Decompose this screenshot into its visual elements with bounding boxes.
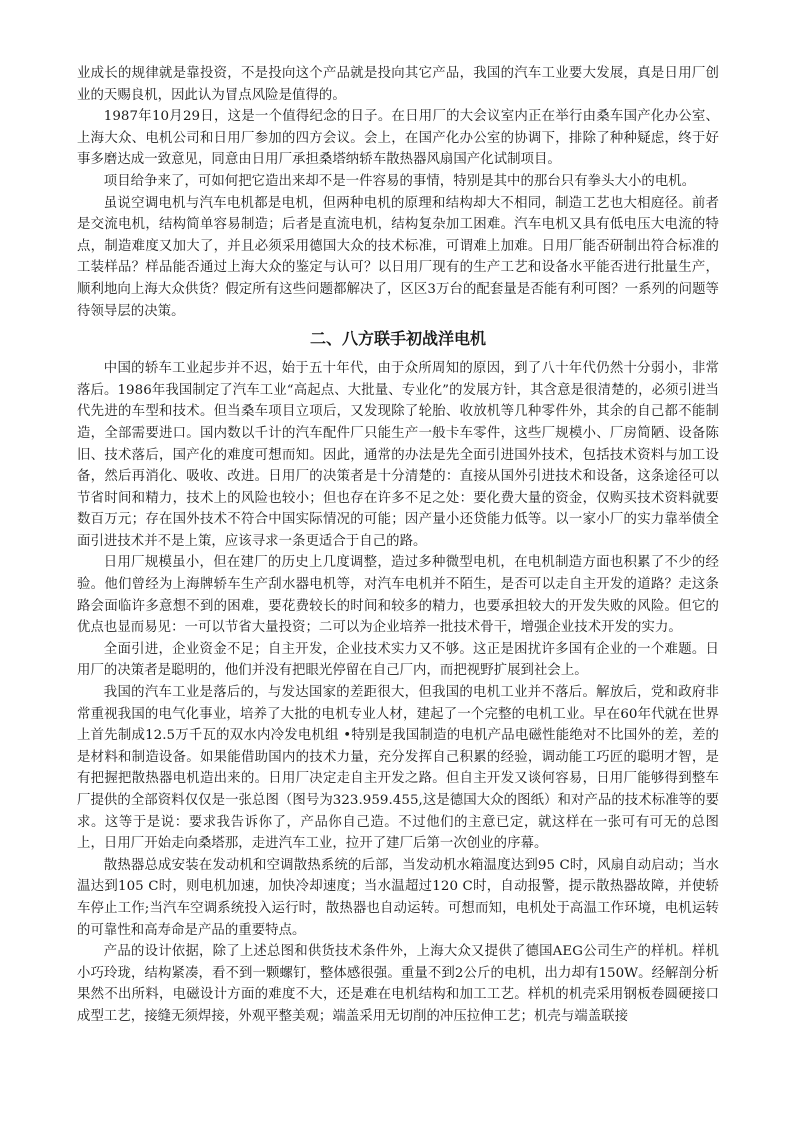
body-paragraph: 1987年10月29日，这是一个值得纪念的日子。在日用厂的大会议室内正在举行由桑车国产化办公室、上海大众、电机公司和日用厂参加的四方会议。会上，在国产化办公室的协调下，排除了种种疑虑，终于好事多磨达成一致意见，同意由日用厂承担桑塔纳轿车散热器风扇国产化试制项目。 (77, 109, 719, 168)
text-block-after-heading (77, 358, 719, 1027)
body-paragraph: 日用厂规模虽小，但在建厂的历史上几度调整，造过多种微型电机，在电机制造方面也积累了不少的经验。他们曾经为上海牌轿车生产刮水器电机等，对汽车电机并不陌生，是否可以走自主开发的道路？走这条路会面临许多意想不到的困难，要花费较长的时间和较多的精力，也要承担较大的开发失败的风险。但它的优点也显而易见：一可以节省大量投资；二可以为企业培养一批技术骨干，增强企业技术开发的实力。 (77, 555, 719, 636)
body-paragraph: 产品的设计依据，除了上述总图和供货技术条件外，上海大众又提供了德国AEG公司生产的样机。样机小巧玲珑，结构紧凑，看不到一颗螺钉，整体感很强。重量不到2公斤的电机，出力却有150W。经解剖分析果然不出所料，电磁设计方面的难度不大，还是难在电机结构和加工工艺。样机的机壳采用钢板卷圆硬接口成型工艺，接缝无须焊接，外观平整美观；端盖采用无切削的冲压拉伸工艺；机壳与端盖联接 (77, 944, 719, 1024)
text-block-before-heading (77, 63, 719, 322)
body-paragraph: 虽说空调电机与汽车电机都是电机，但两种电机的原理和结构却大不相同，制造工艺也大相庭径。前者是交流电机，结构简单容易制造；后者是直流电机，结构复杂加工困难。汽车电机又具有低电压大电流的特点，制造难度又加大了，并且必须采用德国大众的技术标准，可谓难上加难。日用厂能否研制出符合标准的工装样品？样品能否通过上海大众的鉴定与认可？以日用厂现有的生产工艺和设备水平能否进行批量生产，顺利地向上海大众供货？假定所有这些问题都解决了，区区3万台的配套量是否能有利可图？一系列的问题等待领导层的决策。 (77, 195, 719, 319)
body-paragraph: 全面引进，企业资金不足；自主开发，企业技术实力又不够。这正是困扰许多国有企业的一个难题。日用厂的决策者是聪明的，他们并没有把眼光停留在自己厂内，而把视野扩展到社会上。 (77, 641, 719, 679)
body-paragraph: 散热器总成安装在发动机和空调散热系统的后部，当发动机水箱温度达到95 C时，风扇自动启动；当水温达到105 C时，则电机加速，加快冷却速度；当水温超过120 C时，自动报警，提示散热器故障，并使轿车停止工作;当汽车空调系统投入运行时，散热器也自动运转。可想而知，电机处于高温工作环境，电机运转的可靠性和高寿命是产品的重要特点。 (77, 857, 719, 938)
body-paragraph: 中国的轿车工业起步并不迟，始于五十年代，由于众所周知的原因，到了八十年代仍然十分弱小，非常落后。1986年我国制定了汽车工业“高起点、大批量、专业化”的发展方针，其含意是很清楚的，必须引进当代先进的车型和技术。但当桑车项目立项后，又发现除了轮胎、收放机等几种零件外，其余的自己都不能制造，全部需要进口。国内数以千计的汽车配件厂只能生产一般卡车零件，这些厂规模小、厂房简陋、设备陈旧、技术落后，国产化的难度可想而知。因此，通常的办法是先全面引进国外技术，包括技术资料与加工设备，然后再消化、吸收、改进。日用厂的决策者是十分清楚的：直接从国外引进技术和设备，这条途径可以节省时间和精力，技术上的风险也较小；但也存在许多不足之处：要化费大量的资金，仅购买技术资料就要数百万元；存在国外技术不符合中国实际情况的可能；因产量小还贷能力低等。以一家小厂的实力靠举债全面引进技术并不是上策，应该寻求一条更适合于自己的路。 (77, 361, 719, 549)
body-paragraph: 业成长的规律就是靠投资，不是投向这个产品就是投向其它产品，我国的汽车工业要大发展，真是日用厂创业的天赐良机，因此认为冒点风险是值得的。 (77, 66, 719, 103)
section-heading: 二、八方联手初战洋电机 (309, 329, 486, 349)
document-page (77, 63, 719, 1028)
body-paragraph: 项目给争来了，可如何把它造出来却不是一件容易的事情，特别是其中的那台只有拳头大小的电机。 (103, 173, 696, 189)
body-paragraph: 我国的汽车工业是落后的，与发达国家的差距很大，但我国的电机工业并不落后。解放后，党和政府非常重视我国的电气化事业，培养了大批的电机专业人材，建起了一个完整的电机工业。早在60年代就在世界上首先制成12.5万千瓦的双水内冷发电机组 •特别是我国制造的电机产品电磁性能绝对不比国外的差，差的是材料和制造设备。如果能借助国内的技术力量，充分发挥自己积累的经验，调动能工巧匠的聪明才智，是有把握把散热器电机造出来的。日用厂决定走自主开发之路。但自主开发又谈何容易，日用厂能够得到整车厂提供的全部资料仅仅是一张总图（图号为323.959.455,这是德国大众的图纸）和对产品的技术标准等的要求。这等于是说：要求我告诉你了，产品你自己造。不过他们的主意已定，就这样在一张可有可无的总图上，日用厂开始走向桑塔那，走进汽车工业，拉开了建厂后第一次创业的序幕。 (77, 685, 719, 852)
